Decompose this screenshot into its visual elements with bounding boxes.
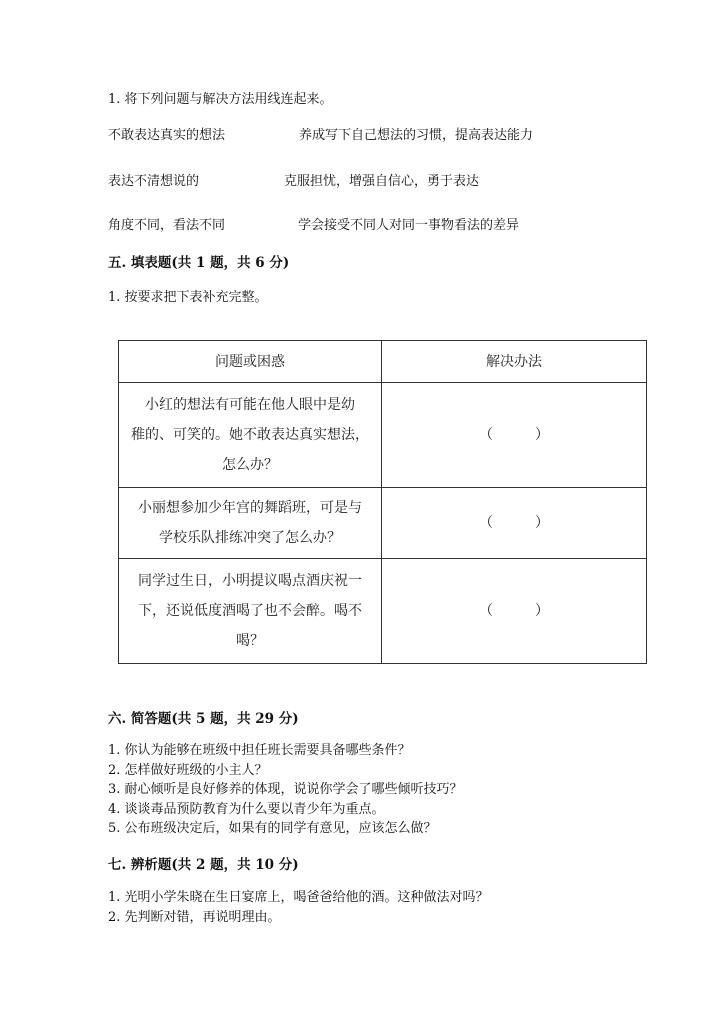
answer-cell[interactable] xyxy=(382,488,647,559)
matching-left-2[interactable]: 表达不清想说的 xyxy=(108,174,200,189)
list-item: 4. 谈谈毒品预防教育为什么要以青少年为重点。 xyxy=(108,801,385,817)
answer-blank[interactable]: （ ） xyxy=(479,603,549,619)
section-5-heading: 五. 填表题(共 1 题，共 6 分) xyxy=(108,255,290,271)
answer-blank[interactable]: （ ） xyxy=(479,427,549,443)
matching-right-2[interactable]: 克服担忧，增强自信心，勇于表达 xyxy=(284,174,480,189)
list-item: 1. 你认为能够在班级中担任班长需要具备哪些条件？ xyxy=(108,743,411,758)
answer-blank[interactable]: （ ） xyxy=(479,515,549,531)
table-instruction: 1. 按要求把下表补充完整。 xyxy=(108,290,268,305)
answer-cell[interactable] xyxy=(382,559,647,664)
table-header-solution: 解决办法 xyxy=(382,341,647,383)
short-answer-list xyxy=(108,741,463,839)
table-row xyxy=(119,383,647,488)
section-7-heading: 七. 辨析题(共 2 题，共 10 分) xyxy=(108,857,299,873)
fill-in-table xyxy=(118,340,647,664)
matching-right-1[interactable]: 养成写下自己想法的习惯，提高表达能力 xyxy=(299,128,534,143)
section-6-heading: 六. 简答题(共 5 题，共 29 分) xyxy=(108,711,299,727)
list-item: 1. 光明小学朱晓在生日宴席上，喝爸爸给他的酒。这种做法对吗？ xyxy=(108,890,489,905)
table-row xyxy=(119,488,647,559)
table-row xyxy=(119,559,647,664)
problem-cell: 同学过生日，小明提议喝点酒庆祝一 下，还说低度酒喝了也不会醉。喝不 喝？ xyxy=(119,559,382,664)
matching-right-3[interactable]: 学会接受不同人对同一事物看法的差异 xyxy=(298,218,520,233)
list-item: 5. 公布班级决定后，如果有的同学有意见，应该怎么做？ xyxy=(108,821,437,836)
matching-left-3[interactable]: 角度不同，看法不同 xyxy=(108,218,226,233)
list-item: 2. 怎样做好班级的小主人？ xyxy=(108,762,268,778)
table-header-problem: 问题或困惑 xyxy=(119,341,382,383)
list-item: 2. 先判断对错，再说明理由。 xyxy=(108,909,281,925)
matching-instruction: 1. 将下列问题与解决方法用线连起来。 xyxy=(108,92,333,107)
problem-cell: 小红的想法有可能在他人眼中是幼 稚的、可笑的。她不敢表达真实想法， 怎么办？ xyxy=(119,383,382,488)
answer-cell[interactable] xyxy=(382,383,647,488)
problem-cell: 小丽想参加少年宫的舞蹈班，可是与 学校乐队排练冲突了怎么办？ xyxy=(119,488,382,559)
list-item: 3. 耐心倾听是良好修养的体现，说说你学会了哪些倾听技巧？ xyxy=(108,782,463,797)
matching-left-1[interactable]: 不敢表达真实的想法 xyxy=(108,128,226,143)
analysis-list xyxy=(108,888,489,927)
